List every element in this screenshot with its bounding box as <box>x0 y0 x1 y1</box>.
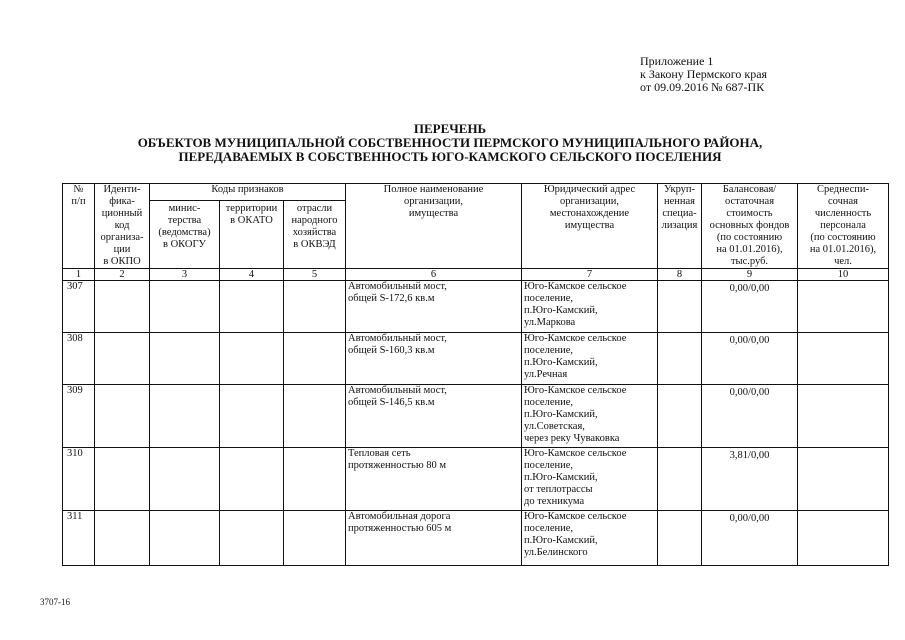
appendix-line: к Закону Пермского края <box>640 67 768 81</box>
cell-address <box>522 333 658 385</box>
address-line: поселение, <box>524 345 574 356</box>
cell-name <box>346 281 522 333</box>
column-number-row <box>63 269 889 281</box>
address-line: ул.Речная <box>524 369 568 380</box>
cell-empty <box>150 281 220 333</box>
header-line: в ОКПО <box>103 256 141 267</box>
header-address <box>522 184 658 269</box>
name-line: Автомобильный мост, <box>348 281 447 292</box>
header-line: Юридический адрес <box>543 184 636 195</box>
cell-empty <box>798 281 889 333</box>
appendix-line: Приложение 1 <box>640 54 714 68</box>
header-line: Полное наименование <box>383 184 484 195</box>
cell-address <box>522 511 658 566</box>
header-line: п/п <box>71 196 86 207</box>
header-okved <box>284 201 346 269</box>
cell-empty <box>658 511 702 566</box>
cell-num: 311 <box>63 511 95 566</box>
address-line: Юго-Камское сельское <box>524 385 627 396</box>
title-line: ПЕРЕЧЕНЬ <box>413 121 487 136</box>
name-line: Автомобильный мост, <box>348 385 447 396</box>
table-row <box>63 511 889 566</box>
header-line: ненная <box>663 196 695 207</box>
name-line: протяженностью 80 м <box>348 460 447 471</box>
cell-empty <box>95 281 150 333</box>
header-line: имущества <box>564 220 615 231</box>
address-line: п.Юго-Камский, <box>524 409 598 420</box>
name-line: общей S-146,5 кв.м <box>348 397 435 408</box>
header-line: отрасли <box>296 203 333 215</box>
header-line: местонахождение <box>549 208 630 219</box>
column-number: 10 <box>798 269 889 281</box>
header-line: в ОКОГУ <box>163 239 206 251</box>
header-line: на 01.01.2016), <box>716 244 783 255</box>
header-line: сочная <box>827 196 859 207</box>
cell-name <box>346 448 522 511</box>
cell-balance: 0,00/0,00 <box>702 333 798 385</box>
cell-num: 309 <box>63 385 95 448</box>
header-line: основных фондов <box>709 220 790 231</box>
footer-code: 3707-16 <box>40 597 70 607</box>
address-line: от теплотрассы <box>524 484 593 495</box>
cell-empty <box>220 385 284 448</box>
header-line: Балансовая/ <box>722 184 777 195</box>
address-line: ул.Маркова <box>524 317 576 328</box>
appendix-note <box>640 55 767 94</box>
column-number: 2 <box>95 269 150 281</box>
property-table <box>62 183 889 566</box>
address-line: Юго-Камское сельское <box>524 511 627 522</box>
name-line: общей S-160,3 кв.м <box>348 345 435 356</box>
name-line: Тепловая сеть <box>348 448 411 459</box>
cell-address <box>522 281 658 333</box>
address-line: п.Юго-Камский, <box>524 535 598 546</box>
cell-balance: 0,00/0,00 <box>702 511 798 566</box>
header-line: численность <box>814 208 872 219</box>
address-line: Юго-Камское сельское <box>524 333 627 344</box>
name-line: общей S-172,6 кв.м <box>348 293 435 304</box>
cell-num: 308 <box>63 333 95 385</box>
cell-empty <box>284 511 346 566</box>
cell-empty <box>150 333 220 385</box>
title-line: ОБЪЕКТОВ МУНИЦИПАЛЬНОЙ СОБСТВЕННОСТИ ПЕРМСКОГО МУНИЦИПАЛЬНОГО РАЙОНА, <box>137 135 763 150</box>
header-spec <box>658 184 702 269</box>
header-line: код <box>114 220 130 231</box>
cell-empty <box>284 448 346 511</box>
header-line: Укруп- <box>663 184 696 195</box>
cell-empty <box>798 448 889 511</box>
table-row <box>63 448 889 511</box>
address-line: п.Юго-Камский, <box>524 305 598 316</box>
cell-empty <box>220 511 284 566</box>
cell-empty <box>150 511 220 566</box>
header-line: № <box>73 184 84 195</box>
address-line: через реку Чуваковка <box>524 433 620 444</box>
column-number: 5 <box>284 269 346 281</box>
appendix-line: от 09.09.2016 № 687-ПК <box>640 80 765 94</box>
cell-balance: 0,00/0,00 <box>702 281 798 333</box>
cell-empty <box>798 385 889 448</box>
header-line: (ведомства) <box>158 227 211 239</box>
address-line: поселение, <box>524 460 574 471</box>
address-line: п.Юго-Камский, <box>524 357 598 368</box>
name-line: Автомобильная дорога <box>348 511 451 522</box>
cell-empty <box>284 333 346 385</box>
header-line: организации, <box>404 196 463 207</box>
cell-empty <box>150 385 220 448</box>
header-line: организа- <box>100 232 144 243</box>
address-line: поселение, <box>524 397 574 408</box>
header-line: терства <box>167 215 202 227</box>
cell-name <box>346 511 522 566</box>
cell-empty <box>798 511 889 566</box>
address-line: п.Юго-Камский, <box>524 472 598 483</box>
cell-empty <box>150 448 220 511</box>
address-line: Юго-Камское сельское <box>524 448 627 459</box>
cell-address <box>522 448 658 511</box>
header-line: Среднеспи- <box>816 184 870 195</box>
header-line: чел. <box>834 256 852 267</box>
column-number: 8 <box>658 269 702 281</box>
header-line: (по состоянию <box>810 232 876 243</box>
header-line: хозяйства <box>292 227 337 239</box>
header-okpo <box>95 184 150 269</box>
header-line: специа- <box>662 208 697 219</box>
cell-empty <box>658 281 702 333</box>
header-line: фика- <box>109 196 135 207</box>
header-line: ции <box>113 244 131 255</box>
header-line: минис- <box>168 203 201 215</box>
cell-balance: 0,00/0,00 <box>702 385 798 448</box>
cell-empty <box>95 333 150 385</box>
header-line: территории <box>225 203 278 215</box>
header-line: персонала <box>820 220 866 231</box>
header-line: лизация <box>661 220 698 231</box>
header-line: на 01.01.2016), <box>809 244 877 255</box>
header-line: имущества <box>408 208 459 219</box>
title-line: ПЕРЕДАВАЕМЫХ В СОБСТВЕННОСТЬ ЮГО-КАМСКОГО СЕЛЬСКОГО ПОСЕЛЕНИЯ <box>178 149 722 164</box>
address-line: ул.Советская, <box>524 421 585 432</box>
header-num <box>63 184 95 269</box>
address-line: ул.Белинского <box>524 547 588 558</box>
address-line: до техникума <box>524 496 585 507</box>
cell-empty <box>220 333 284 385</box>
header-line: народного <box>291 215 338 227</box>
cell-balance: 3,81/0,00 <box>702 448 798 511</box>
header-line: Иденти- <box>103 184 141 195</box>
header-staff <box>798 184 889 269</box>
cell-name <box>346 385 522 448</box>
address-line: поселение, <box>524 523 574 534</box>
header-line: ционный <box>101 208 143 219</box>
cell-empty <box>95 511 150 566</box>
cell-empty <box>798 333 889 385</box>
column-number: 9 <box>702 269 798 281</box>
cell-empty <box>658 448 702 511</box>
column-number: 4 <box>220 269 284 281</box>
header-line: в ОКАТО <box>230 215 273 227</box>
cell-num: 310 <box>63 448 95 511</box>
table-row <box>63 385 889 448</box>
header-line: тыс.руб. <box>730 256 769 267</box>
header-codes-group: Коды признаков <box>150 184 346 201</box>
column-number: 7 <box>522 269 658 281</box>
header-line: организации, <box>560 196 619 207</box>
address-line: поселение, <box>524 293 574 304</box>
header-balance <box>702 184 798 269</box>
cell-num: 307 <box>63 281 95 333</box>
cell-empty <box>95 385 150 448</box>
header-line: остаточная <box>724 196 775 207</box>
header-okogu <box>150 201 220 269</box>
cell-name <box>346 333 522 385</box>
column-number: 3 <box>150 269 220 281</box>
header-line: стоимость <box>726 208 773 219</box>
column-number: 6 <box>346 269 522 281</box>
table-row <box>63 281 889 333</box>
cell-address <box>522 385 658 448</box>
header-name <box>346 184 522 269</box>
cell-empty <box>284 281 346 333</box>
address-line: Юго-Камское сельское <box>524 281 627 292</box>
column-number: 1 <box>63 269 95 281</box>
cell-empty <box>658 385 702 448</box>
header-line: (по состоянию <box>716 232 783 243</box>
cell-empty <box>658 333 702 385</box>
table-row <box>63 333 889 385</box>
cell-empty <box>220 448 284 511</box>
name-line: протяженностью 605 м <box>348 523 452 534</box>
cell-empty <box>284 385 346 448</box>
cell-empty <box>95 448 150 511</box>
name-line: Автомобильный мост, <box>348 333 447 344</box>
header-okato <box>220 201 284 269</box>
header-line: в ОКВЭД <box>293 239 336 251</box>
cell-empty <box>220 281 284 333</box>
document-title <box>60 122 840 164</box>
